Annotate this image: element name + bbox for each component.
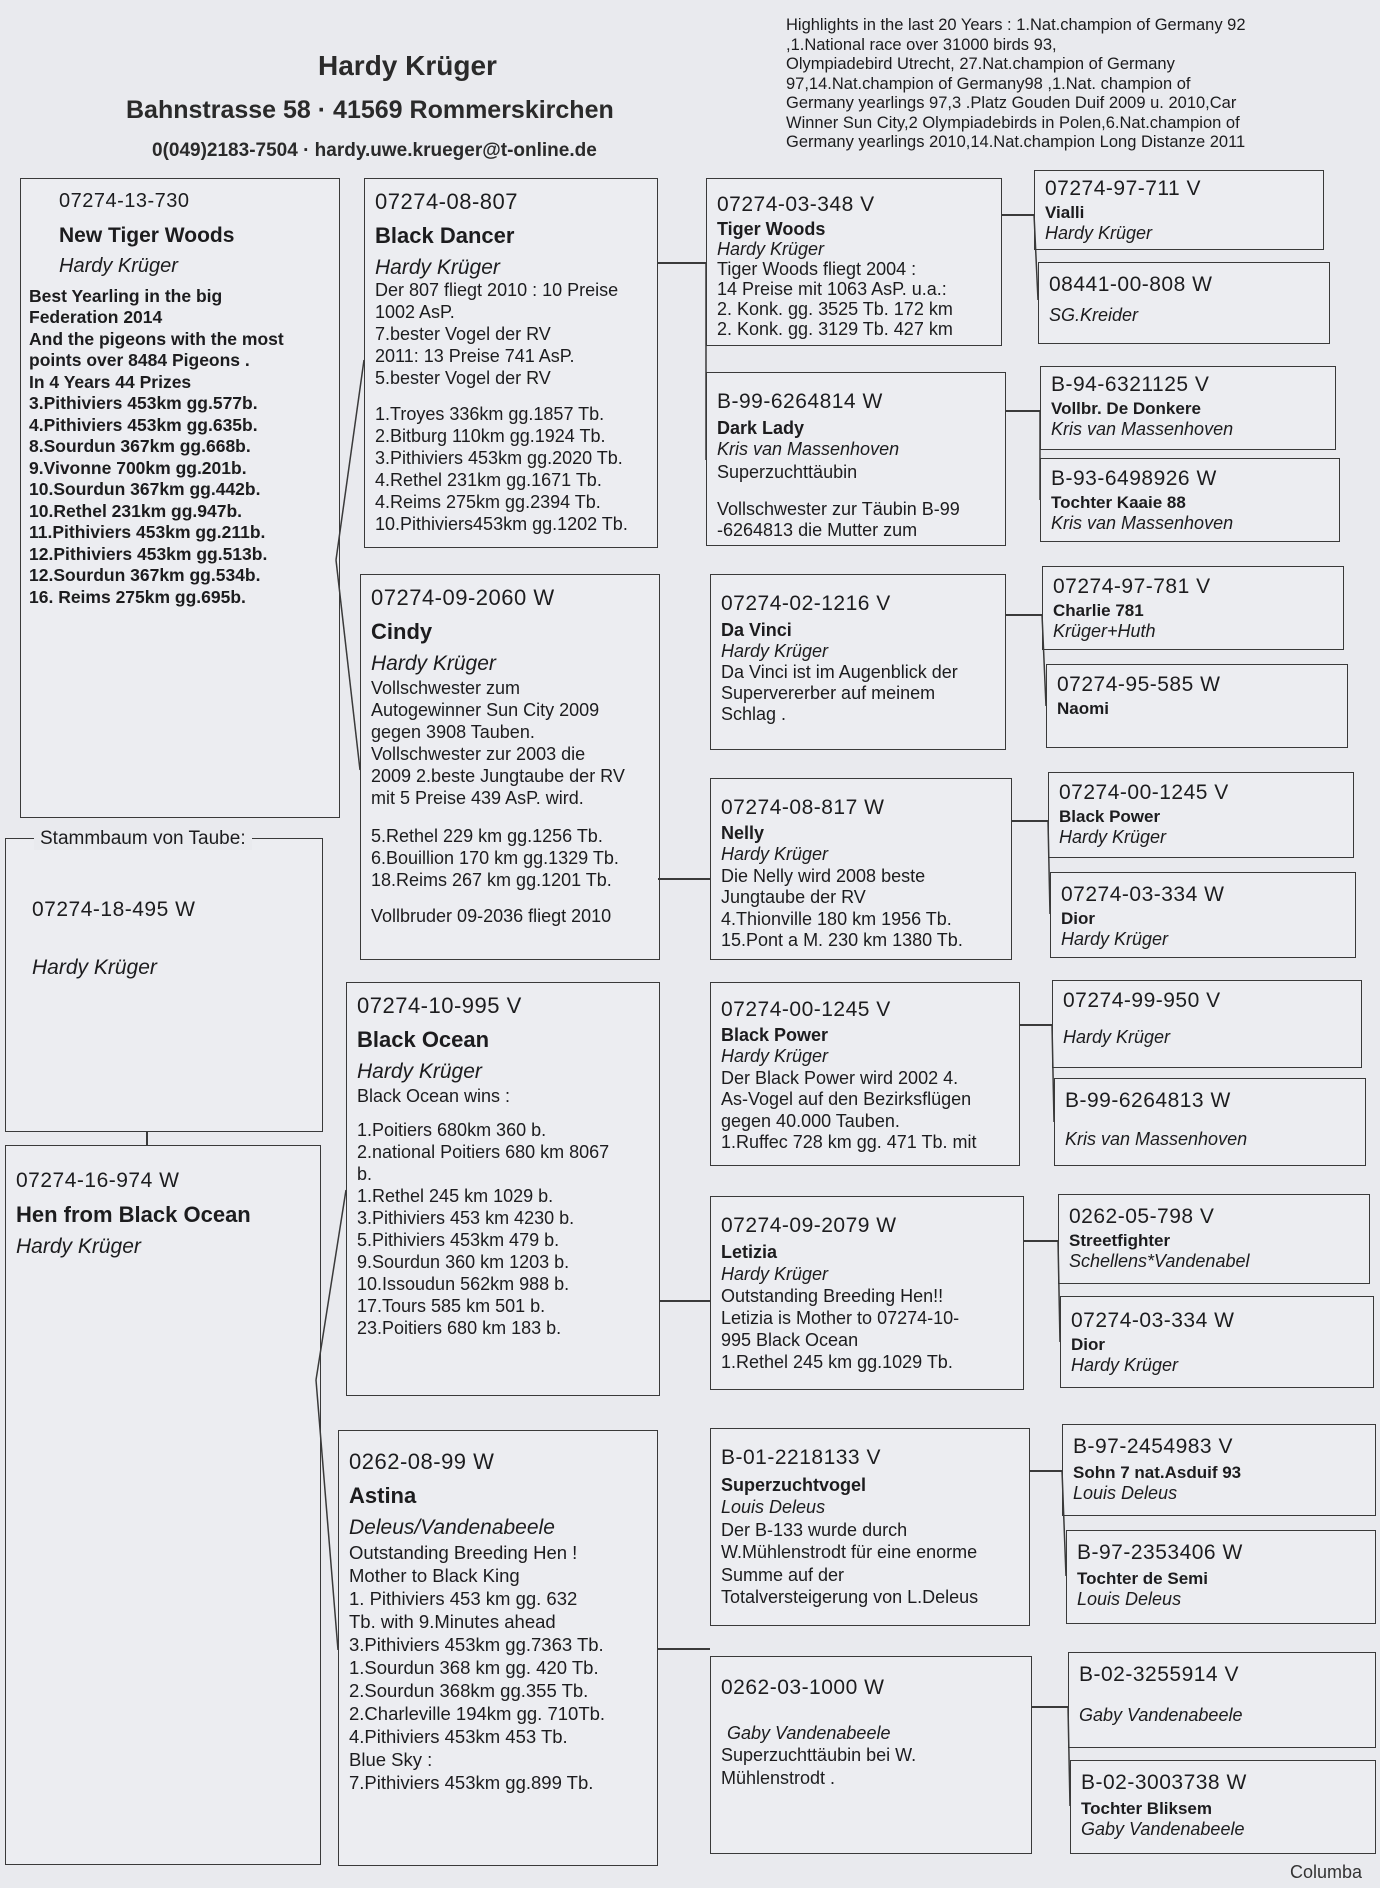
ggp-card-4 <box>1040 458 1340 542</box>
parent-name: Cindy <box>371 619 433 644</box>
grandparent-card-6 <box>710 1196 1024 1390</box>
connector-line <box>658 878 710 880</box>
note-line: Vollschwester zur Täubin B-99 <box>717 499 960 519</box>
stammbaum-label: Stammbaum von Taube: <box>34 828 252 850</box>
ggp-ring: B-97-2353406 W <box>1077 1541 1243 1564</box>
ggp-breeder: Schellens*Vandenabel <box>1069 1251 1250 1271</box>
ggp-breeder: Kris van Massenhoven <box>1065 1129 1248 1149</box>
ggp-name: Charlie 781 <box>1053 601 1144 620</box>
ggp-card-10 <box>1054 1078 1366 1166</box>
ggp-card-1 <box>1034 170 1324 250</box>
note-line: 3.Pithiviers 453 km 4230 b. <box>357 1208 575 1228</box>
note-line: Jungtaube der RV <box>721 887 866 907</box>
grandparent-breeder: Hardy Krüger <box>721 1046 829 1066</box>
grandparent-name: Letizia <box>721 1242 778 1262</box>
note-line: Vollschwester zum <box>371 678 521 698</box>
grandparent-breeder: Hardy Krüger <box>721 641 829 661</box>
ggp-name: Streetfighter <box>1069 1231 1171 1250</box>
parent-notes <box>371 677 649 927</box>
main-bird-breeder: Hardy Krüger <box>59 255 178 277</box>
highlight-line: Winner Sun City,2 Olympiadebirds in Polen,6.Nat.champion of <box>786 113 1240 132</box>
note-line: 1.Rethel 245 km 1029 b. <box>357 1186 554 1206</box>
note-line: 2.Bitburg 110km gg.1924 Tb. <box>375 426 606 446</box>
ggp-ring: B-94-6321125 V <box>1051 373 1210 396</box>
grandparent-name: Black Power <box>721 1024 829 1045</box>
note-line: 2011: 13 Preise 741 AsP. <box>375 346 575 366</box>
grandparent-breeder: Hardy Krüger <box>721 1264 829 1284</box>
grandparent-ring: 0262-03-1000 W <box>721 1676 885 1699</box>
note-line: 7.bester Vogel der RV <box>375 324 551 344</box>
parent-notes <box>349 1541 647 1794</box>
note-line <box>357 1107 649 1119</box>
ggp-breeder: Gaby Vandenabeele <box>1079 1705 1243 1725</box>
note-line: Outstanding Breeding Hen ! <box>349 1542 578 1563</box>
note-line: 2.Charleville 194km gg. 710Tb. <box>349 1703 606 1724</box>
ggp-name: Tochter Bliksem <box>1081 1799 1213 1818</box>
connector-line <box>1020 1024 1052 1026</box>
note-line: 1.Troyes 336km gg.1857 Tb. <box>375 404 605 424</box>
note-line: Die Nelly wird 2008 beste <box>721 865 926 886</box>
ggp-breeder: Hardy Krüger <box>1063 1027 1171 1047</box>
note-line: b. <box>357 1164 373 1184</box>
note-line: 2009 2.beste Jungtaube der RV <box>371 766 625 786</box>
parent-name: Black Dancer <box>375 223 515 248</box>
note-line: Superzuchttäubin bei W. <box>721 1745 917 1765</box>
grandparent-ring: 07274-09-2079 W <box>721 1214 897 1237</box>
ggp-breeder: Hardy Krüger <box>1059 827 1167 847</box>
parent-ring: 0262-08-99 W <box>349 1449 495 1474</box>
main-bird-notes <box>29 286 331 609</box>
connector-line <box>658 1648 710 1650</box>
ggp-ring: B-02-3003738 W <box>1081 1771 1247 1794</box>
parent-name: Astina <box>349 1483 417 1508</box>
note-line: Tb. with 9.Minutes ahead <box>349 1611 556 1632</box>
grandparent-card-1 <box>706 178 1002 346</box>
stammbaum-card <box>5 838 323 1132</box>
ggp-card-7 <box>1048 772 1354 858</box>
highlight-line: 97,14.Nat.champion of Germany98 ,1.Nat. champion of <box>786 74 1191 93</box>
grandparent-name: Nelly <box>721 822 765 843</box>
ggp-card-9 <box>1052 980 1362 1068</box>
note-line: 4.Pithiviers 453km gg.635b. <box>29 414 258 435</box>
ggp-breeder: Kris van Massenhoven <box>1051 513 1234 533</box>
connector-line <box>660 1300 710 1302</box>
note-line: 14 Preise mit 1063 AsP. u.a.: <box>717 279 947 299</box>
parent-card-astina <box>338 1430 658 1866</box>
note-line: Outstanding Breeding Hen!! <box>721 1286 944 1306</box>
note-line: 12.Pithiviers 453km gg.513b. <box>29 543 268 564</box>
note-line: 23.Poitiers 680 km 183 b. <box>357 1318 562 1338</box>
note-line: And the pigeons with the most <box>29 328 284 349</box>
hen-ring: 07274-16-974 W <box>16 1169 180 1192</box>
note-line: Totalversteigerung von L.Deleus <box>721 1587 979 1607</box>
note-line: Tiger Woods fliegt 2004 : <box>717 259 917 279</box>
grandparent-ring: 07274-03-348 V <box>717 193 875 216</box>
highlight-line: Highlights in the last 20 Years : 1.Nat.champion of Germany 92 <box>786 16 1246 34</box>
grandparent-card-2 <box>706 372 1006 546</box>
parent-ring: 07274-09-2060 W <box>371 585 555 610</box>
note-line: Superzuchttäubin <box>717 462 858 482</box>
note-line: Der Black Power wird 2002 4. <box>721 1067 959 1088</box>
note-line <box>371 809 649 825</box>
note-line: Black Ocean wins : <box>357 1086 511 1106</box>
note-line: 1.Sourdun 368 km gg. 420 Tb. <box>349 1657 599 1678</box>
note-line: 4.Reims 275km gg.2394 Tb. <box>375 492 601 512</box>
hen-breeder: Hardy Krüger <box>16 1235 141 1258</box>
ggp-card-6 <box>1046 664 1348 748</box>
grandparent-card-5 <box>710 982 1020 1166</box>
note-line: 1.Rethel 245 km gg.1029 Tb. <box>721 1352 953 1372</box>
ggp-ring: 07274-03-334 W <box>1061 883 1225 906</box>
grandparent-name: Da Vinci <box>721 620 792 640</box>
stammbaum-breeder: Hardy Krüger <box>32 956 157 979</box>
connector-line <box>1002 214 1034 216</box>
note-line: 3.Pithiviers 453km gg.577b. <box>29 393 258 413</box>
parent-card-black-dancer <box>364 178 658 548</box>
note-line: 15.Pont a M. 230 km 1380 Tb. <box>721 930 963 950</box>
connector-diagonal <box>336 360 364 560</box>
note-line: gegen 3908 Tauben. <box>371 722 535 742</box>
parent-breeder: Deleus/Vandenabeele <box>349 1516 555 1539</box>
note-line: In 4 Years 44 Prizes <box>29 371 192 392</box>
note-line: 2. Konk. gg. 3525 Tb. 172 km <box>717 299 953 319</box>
note-line: 4.Thionville 180 km 1956 Tb. <box>721 908 952 929</box>
note-line: Mother to Black King <box>349 1565 520 1586</box>
note-line: 9.Vivonne 700km gg.201b. <box>29 457 247 478</box>
ggp-card-16 <box>1070 1760 1376 1854</box>
note-line <box>371 891 649 905</box>
ggp-card-14 <box>1066 1530 1376 1624</box>
note-line: As-Vogel auf den Bezirksflügen <box>721 1089 972 1109</box>
ggp-card-5 <box>1042 566 1344 650</box>
highlight-line: Olympiadebird Utrecht, 27.Nat.champion of Germany <box>786 55 1175 73</box>
note-line: 2.national Poitiers 680 km 8067 <box>357 1142 610 1162</box>
note-line: 5.bester Vogel der RV <box>375 368 551 388</box>
connector-line <box>658 262 706 264</box>
hen-card <box>5 1145 321 1865</box>
ggp-ring: B-02-3255914 V <box>1079 1663 1239 1686</box>
grandparent-breeder: Kris van Massenhoven <box>717 439 900 459</box>
connector-line <box>1006 614 1042 616</box>
note-line <box>375 389 647 403</box>
ggp-card-2 <box>1038 262 1330 344</box>
note-line: 17.Tours 585 km 501 b. <box>357 1296 546 1316</box>
parent-notes <box>357 1085 649 1339</box>
main-bird-ring: 07274-13-730 <box>59 190 190 212</box>
ggp-ring: B-93-6498926 W <box>1051 467 1217 490</box>
parent-breeder: Hardy Krüger <box>371 652 496 675</box>
note-line: 10.Issoudun 562km 988 b. <box>357 1274 570 1294</box>
connector-line <box>146 1132 148 1145</box>
ggp-breeder: SG.Kreider <box>1049 305 1139 325</box>
grandparent-card-3 <box>710 574 1006 750</box>
ggp-card-15 <box>1068 1652 1376 1748</box>
note-line: Schlag . <box>721 704 787 724</box>
note-line: 16. Reims 275km gg.695b. <box>29 586 246 607</box>
grandparent-ring: B-01-2218133 V <box>721 1446 881 1469</box>
ggp-ring: 08441-00-808 W <box>1049 273 1213 296</box>
note-line: 1.Ruffec 728 km gg. 471 Tb. mit <box>721 1132 977 1152</box>
note-line: Summe auf der <box>721 1564 845 1585</box>
connector-line <box>1006 410 1040 412</box>
note-line: mit 5 Preise 439 AsP. wird. <box>371 788 584 808</box>
ggp-breeder: Kris van Massenhoven <box>1051 419 1234 439</box>
ggp-ring: 07274-97-711 V <box>1045 177 1202 200</box>
parent-breeder: Hardy Krüger <box>375 256 500 279</box>
ggp-name: Dior <box>1071 1335 1105 1354</box>
owner-name: Hardy Krüger <box>318 50 497 81</box>
ggp-breeder: Hardy Krüger <box>1045 223 1153 243</box>
ggp-breeder: Gaby Vandenabeele <box>1081 1819 1245 1839</box>
grandparent-name: Tiger Woods <box>717 219 826 239</box>
ggp-ring: 07274-99-950 V <box>1063 989 1221 1012</box>
note-line: 5.Rethel 229 km gg.1256 Tb. <box>371 826 603 846</box>
ggp-ring: B-97-2454983 V <box>1073 1435 1233 1458</box>
ggp-card-3 <box>1040 366 1336 450</box>
grandparent-card-4 <box>710 778 1012 960</box>
grandparent-breeder: Louis Deleus <box>721 1497 826 1517</box>
note-line: 6.Bouillion 170 km gg.1329 Tb. <box>371 848 619 868</box>
stammbaum-ring: 07274-18-495 W <box>32 898 196 921</box>
parent-ring: 07274-08-807 <box>375 189 519 214</box>
ggp-ring: 07274-03-334 W <box>1071 1309 1235 1332</box>
ggp-name: Black Power <box>1059 807 1161 826</box>
note-line: 4.Pithiviers 453km 453 Tb. <box>349 1726 568 1747</box>
grandparent-breeder: Hardy Krüger <box>717 239 825 259</box>
ggp-breeder: Krüger+Huth <box>1053 621 1156 641</box>
note-line: Best Yearling in the big <box>29 285 223 306</box>
ggp-card-13 <box>1062 1424 1376 1516</box>
grandparent-card-7 <box>710 1428 1030 1626</box>
note-line: 10.Sourdun 367km gg.442b. <box>29 479 261 499</box>
ggp-name: Dior <box>1061 909 1095 928</box>
grandparent-name: Dark Lady <box>717 418 805 438</box>
ggp-ring: 07274-95-585 W <box>1057 673 1221 696</box>
ggp-name: Tochter de Semi <box>1077 1569 1208 1588</box>
ggp-card-11 <box>1058 1194 1370 1284</box>
ggp-card-12 <box>1060 1296 1374 1388</box>
note-line <box>717 483 995 499</box>
hen-name: Hen from Black Ocean <box>16 1202 251 1227</box>
watermark-text: Columba <box>1290 1862 1363 1882</box>
grandparent-ring: 07274-08-817 W <box>721 796 885 819</box>
connector-line <box>1032 1706 1068 1708</box>
parent-card-black-ocean <box>346 982 660 1396</box>
ggp-breeder: Louis Deleus <box>1073 1483 1178 1503</box>
grandparent-ring: 07274-00-1245 V <box>721 998 891 1021</box>
ggp-name: Naomi <box>1057 699 1109 718</box>
connector-line <box>1030 1470 1062 1472</box>
highlight-line: ,1.National race over 31000 birds 93, <box>786 35 1057 54</box>
ggp-name: Sohn 7 nat.Asduif 93 <box>1073 1463 1242 1482</box>
note-line: 2.Sourdun 368km gg.355 Tb. <box>349 1680 589 1701</box>
ggp-ring: 07274-00-1245 V <box>1059 781 1229 804</box>
ggp-name: Vollbr. De Donkere <box>1051 399 1201 418</box>
ggp-breeder: Hardy Krüger <box>1071 1355 1179 1375</box>
parent-notes <box>375 279 647 535</box>
ggp-ring: B-99-6264813 W <box>1065 1089 1231 1112</box>
main-bird-card <box>20 178 340 818</box>
parent-breeder: Hardy Krüger <box>357 1060 482 1083</box>
ggp-name: Tochter Kaaie 88 <box>1051 493 1186 512</box>
parent-name: Black Ocean <box>357 1027 490 1052</box>
note-line: Der B-133 wurde durch <box>721 1519 908 1540</box>
note-line: 7.Pithiviers 453km gg.899 Tb. <box>349 1772 594 1793</box>
note-line: Letizia is Mother to 07274-10- <box>721 1308 960 1328</box>
note-line: 8.Sourdun 367km gg.668b. <box>29 436 251 456</box>
highlight-line: Germany yearlings 2010,14.Nat.champion Long Distanze 2011 <box>786 133 1246 151</box>
note-line: Vollschwester zur 2003 die <box>371 744 586 764</box>
note-line: W.Mühlenstrodt für eine enorme <box>721 1542 978 1562</box>
ggp-breeder: Hardy Krüger <box>1061 929 1169 949</box>
grandparent-breeder: Gaby Vandenabeele <box>727 1722 891 1743</box>
parent-ring: 07274-10-995 V <box>357 993 522 1018</box>
note-line: 9.Sourdun 360 km 1203 b. <box>357 1252 570 1272</box>
note-line: 995 Black Ocean <box>721 1330 859 1350</box>
ggp-card-8 <box>1050 872 1356 958</box>
note-line: points over 8484 Pigeons . <box>29 350 250 370</box>
parent-card-cindy <box>360 574 660 960</box>
note-line: 10.Rethel 231km gg.947b. <box>29 500 243 521</box>
note-line: Supervererber auf meinem <box>721 683 936 703</box>
highlights-text <box>786 16 1326 153</box>
note-line: Vollbruder 09-2036 fliegt 2010 <box>371 906 612 926</box>
note-line: -6264813 die Mutter zum <box>717 520 918 540</box>
note-line: Federation 2014 <box>29 307 163 327</box>
grandparent-ring: 07274-02-1216 V <box>721 592 891 615</box>
note-line: 11.Pithiviers 453km gg.211b. <box>29 522 266 542</box>
grandparent-ring: B-99-6264814 W <box>717 390 883 413</box>
ggp-name: Vialli <box>1045 203 1085 222</box>
note-line: Der 807 fliegt 2010 : 10 Preise <box>375 280 619 300</box>
ggp-ring: 07274-97-781 V <box>1053 575 1211 598</box>
owner-contact: 0(049)2183-7504 · hardy.uwe.krueger@t-online.de <box>152 140 597 161</box>
connector-line <box>1012 820 1048 822</box>
owner-address: Bahnstrasse 58 · 41569 Rommerskirchen <box>126 96 614 124</box>
grandparent-name: Superzuchtvogel <box>721 1474 867 1495</box>
note-line: 4.Rethel 231km gg.1671 Tb. <box>375 470 602 490</box>
note-line: 10.Pithiviers453km gg.1202 Tb. <box>375 514 628 534</box>
note-line: 18.Reims 267 km gg.1201 Tb. <box>371 870 612 890</box>
grandparent-card-8 <box>710 1656 1032 1854</box>
note-line: Blue Sky : <box>349 1749 433 1770</box>
note-line: gegen 40.000 Tauben. <box>721 1110 900 1131</box>
grandparent-breeder: Hardy Krüger <box>721 844 829 864</box>
note-line: 12.Sourdun 367km gg.534b. <box>29 565 261 585</box>
note-line: 1. Pithiviers 453 km gg. 632 <box>349 1588 578 1609</box>
note-line: 1.Poitiers 680km 360 b. <box>357 1120 547 1140</box>
note-line: 3.Pithiviers 453km gg.7363 Tb. <box>349 1634 604 1655</box>
note-line: Autogewinner Sun City 2009 <box>371 700 600 720</box>
note-line: 3.Pithiviers 453km gg.2020 Tb. <box>375 448 623 468</box>
note-line: 2. Konk. gg. 3129 Tb. 427 km <box>717 319 953 339</box>
note-line: Mühlenstrodt . <box>721 1767 836 1788</box>
note-line: 5.Pithiviers 453km 479 b. <box>357 1230 560 1250</box>
ggp-breeder: Louis Deleus <box>1077 1589 1182 1609</box>
main-bird-name: New Tiger Woods <box>59 223 235 247</box>
ggp-ring: 0262-05-798 V <box>1069 1205 1215 1228</box>
connector-line <box>1024 1240 1058 1242</box>
note-line: Da Vinci ist im Augenblick der <box>721 662 958 682</box>
highlight-line: Germany yearlings 97,3 .Platz Gouden Duif 2009 u. 2010,Car <box>786 94 1237 112</box>
note-line: 1002 AsP. <box>375 302 455 322</box>
